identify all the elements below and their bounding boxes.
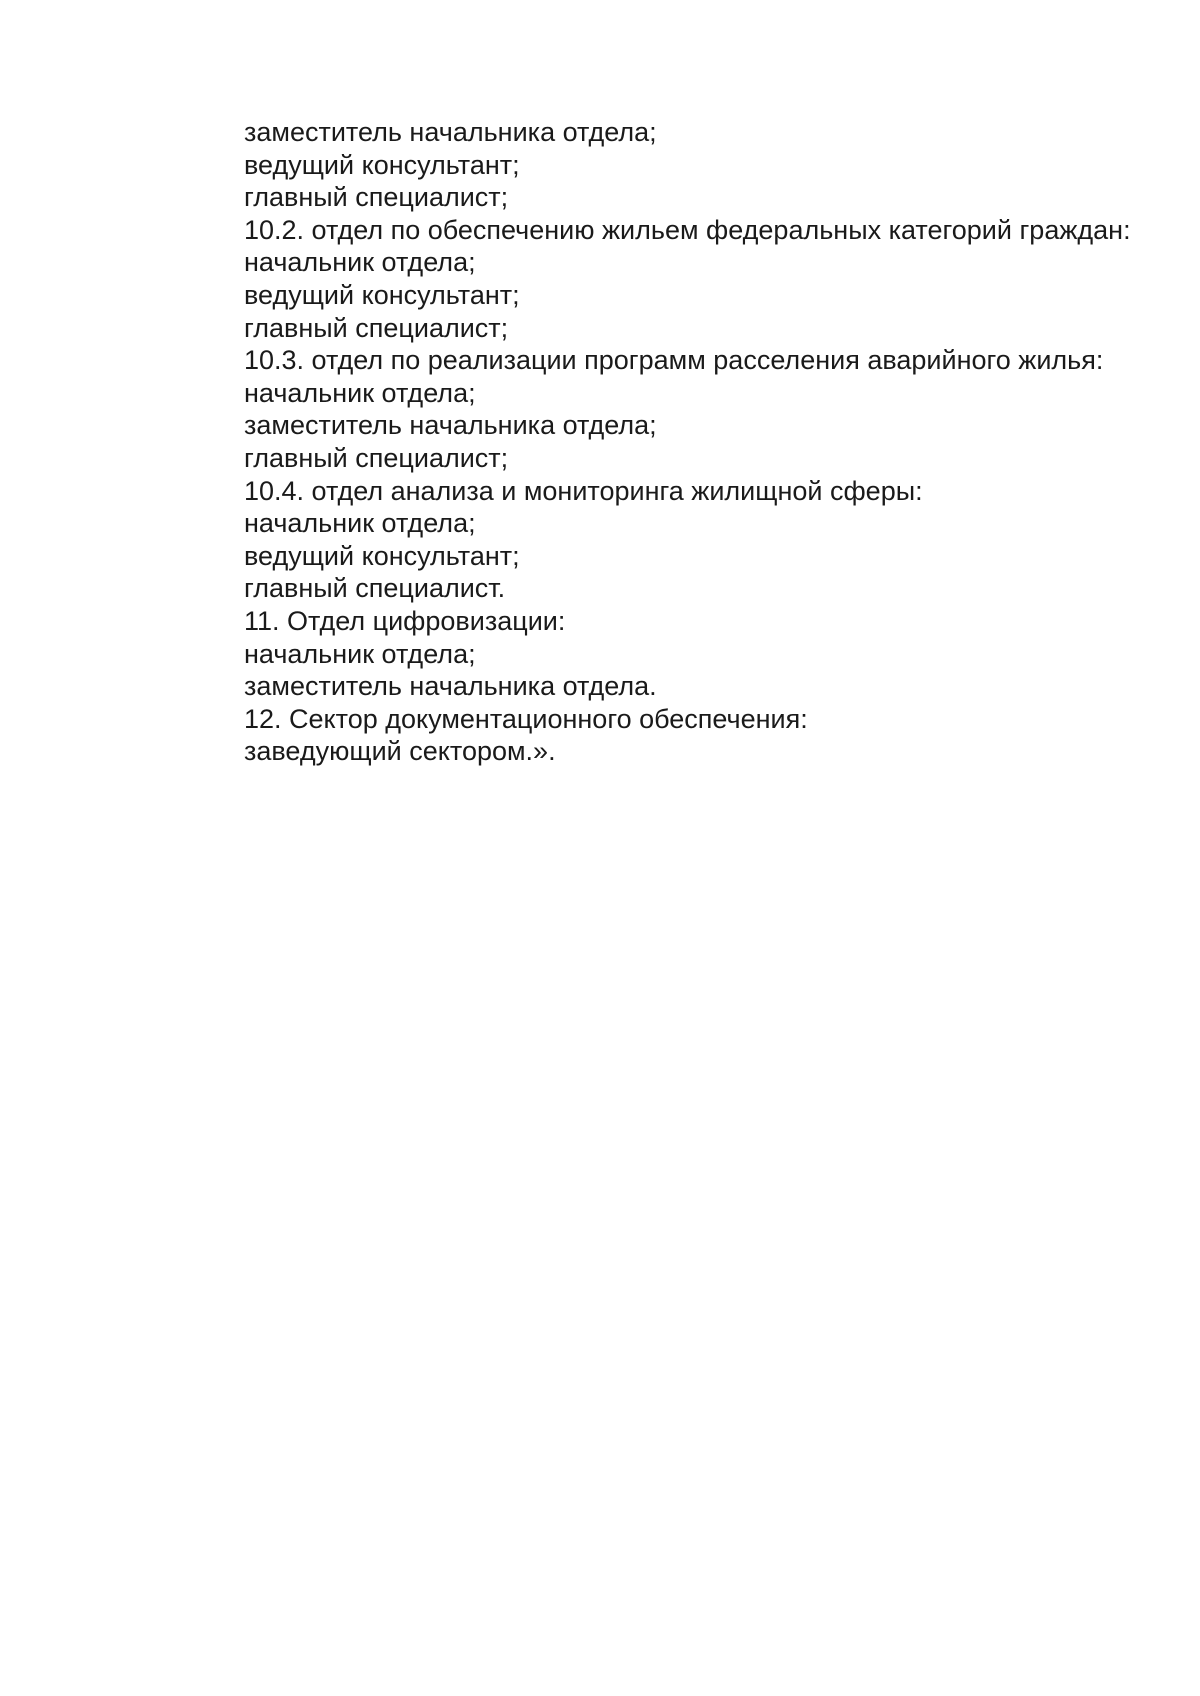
position-line: главный специалист; bbox=[244, 442, 509, 473]
section-heading-10-4: 10.4. отдел анализа и мониторинга жилищной сферы: bbox=[244, 475, 923, 506]
section-heading-11: 11. Отдел цифровизации: bbox=[244, 605, 566, 636]
position-line: ведущий консультант; bbox=[244, 149, 520, 180]
position-line: ведущий консультант; bbox=[244, 279, 520, 310]
position-line: главный специалист; bbox=[244, 182, 509, 213]
position-line: начальник отдела; bbox=[244, 508, 476, 539]
position-line: заместитель начальника отдела. bbox=[244, 671, 657, 702]
position-line: ведущий консультант; bbox=[244, 540, 520, 571]
position-line: заместитель начальника отдела; bbox=[244, 410, 657, 441]
position-line: главный специалист; bbox=[244, 312, 509, 343]
section-heading-10-3: 10.3. отдел по реализации программ расселения аварийного жилья: bbox=[244, 345, 1104, 376]
section-heading-10-2: 10.2. отдел по обеспечению жильем федеральных категорий граждан: bbox=[244, 214, 1131, 245]
position-line: главный специалист. bbox=[244, 573, 506, 604]
position-line: начальник отдела; bbox=[244, 247, 476, 278]
section-heading-12: 12. Сектор документационного обеспечения: bbox=[244, 703, 808, 734]
document-text bbox=[172, 116, 1144, 768]
position-line: начальник отдела; bbox=[244, 638, 476, 669]
position-line: заместитель начальника отдела; bbox=[244, 117, 657, 147]
position-line: заведующий сектором.». bbox=[244, 736, 556, 767]
position-line: начальник отдела; bbox=[244, 377, 476, 408]
